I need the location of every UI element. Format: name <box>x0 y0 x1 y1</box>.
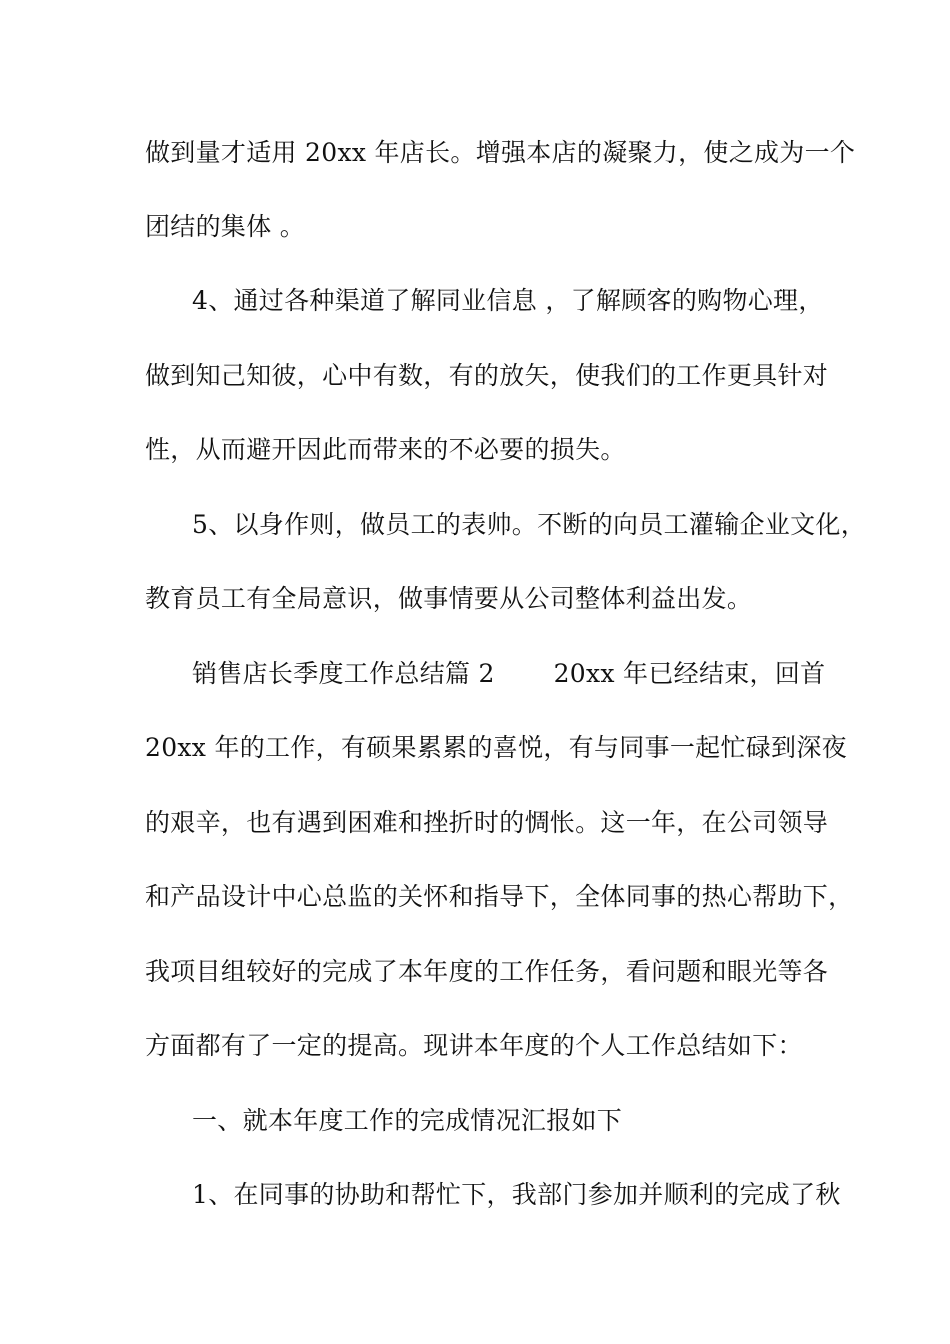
text-line-13: 方面都有了一定的提高。现讲本年度的个人工作总结如下： <box>145 1031 803 1060</box>
text-line-7: 教育员工有全局意识，做事情要从公司整体利益出发。 <box>145 584 753 613</box>
text-line-6: 5、以身作则，做员工的表帅。不断的向员工灌输企业文化， <box>192 510 867 539</box>
text-line-11: 和产品设计中心总监的关怀和指导下，全体同事的热心帮助下， <box>145 882 854 911</box>
text-line-15: 1、在同事的协助和帮忙下，我部门参加并顺利的完成了秋 <box>192 1180 841 1209</box>
text-line-4: 做到知己知彼，心中有数，有的放矢，使我们的工作更具针对 <box>145 361 829 390</box>
text-line-5: 性，从而避开因此而带来的不必要的损失。 <box>145 435 626 464</box>
text-line-3: 4、通过各种渠道了解同业信息 ，了解顾客的购物心理， <box>192 286 824 315</box>
text-line-14: 一、就本年度工作的完成情况汇报如下 <box>192 1106 623 1135</box>
text-line-10: 的艰辛，也有遇到困难和挫折时的惆怅。这一年，在公司领导 <box>145 808 829 837</box>
text-line-9: 20xx 年的工作，有硕果累累的喜悦，有与同事一起忙碌到深夜 <box>145 733 847 762</box>
text-line-1: 做到量才适用 20xx 年店长。增强本店的凝聚力，使之成为一个 <box>145 138 856 167</box>
text-line-12: 我项目组较好的完成了本年度的工作任务，看问题和眼光等各 <box>145 957 829 986</box>
text-line-8: 销售店长季度工作总结篇 2 20xx 年已经结束，回首 <box>192 659 826 688</box>
text-line-2: 团结的集体 。 <box>145 212 306 241</box>
